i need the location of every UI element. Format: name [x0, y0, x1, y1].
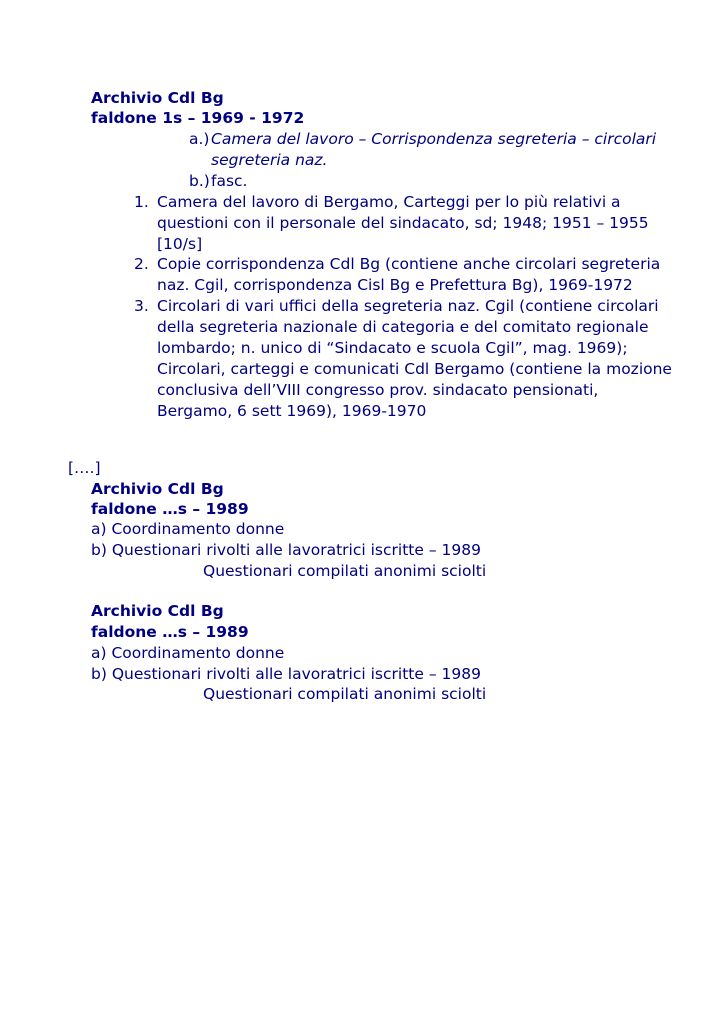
sub-item-a: a) Coordinamento donne: [91, 520, 285, 538]
list-item-line: Camera del lavoro di Bergamo, Carteggi per lo più relativi a: [157, 193, 621, 211]
list-item-line: naz. Cgil, corrispondenza Cisl Bg e Prefettura Bg), 1969-1972: [157, 276, 633, 294]
sub-item-b-text: fasc.: [211, 172, 248, 190]
sub-item-detail: Questionari compilati anonimi sciolti: [203, 685, 487, 703]
sub-item-b: b) Questionari rivolti alle lavoratrici iscritte – 1989: [91, 665, 481, 683]
archive-title: Archivio Cdl Bg: [91, 480, 224, 498]
list-item-line: Copie corrispondenza Cdl Bg (contiene anche circolari segreteria: [157, 255, 661, 273]
sub-item-b: b) Questionari rivolti alle lavoratrici iscritte – 1989: [91, 541, 481, 559]
list-item-number: 2.: [134, 255, 149, 273]
list-item-line: lombardo; n. unico di “Sindacato e scuola Cgil”, mag. 1969);: [157, 339, 628, 357]
sub-item-a-text: Camera del lavoro – Corrispondenza segreteria – circolari: [211, 130, 657, 148]
sub-item-a-marker: a.): [189, 130, 210, 148]
list-item-line: questioni con il personale del sindacato, sd; 1948; 1951 – 1955: [157, 214, 649, 232]
list-item-line: Circolari, carteggi e comunicati Cdl Bergamo (contiene la mozione: [157, 360, 672, 378]
archive-title: Archivio Cdl Bg: [91, 89, 224, 107]
list-item-line: conclusiva dell’VIII congresso prov. sindacato pensionati,: [157, 381, 599, 399]
list-item-number: 1.: [134, 193, 149, 211]
list-item-line: Circolari di vari uffici della segreteria naz. Cgil (contiene circolari: [157, 297, 659, 315]
archive-title: Archivio Cdl Bg: [91, 602, 224, 620]
folder-title: faldone 1s – 1969 - 1972: [91, 109, 305, 127]
folder-title: faldone …s – 1989: [91, 500, 249, 518]
sub-item-a-text-cont: segreteria naz.: [211, 151, 328, 169]
folder-title: faldone …s – 1989: [91, 623, 249, 641]
omission-marker: [….]: [68, 459, 101, 477]
list-item-line: [10/s]: [157, 235, 203, 253]
sub-item-a: a) Coordinamento donne: [91, 644, 285, 662]
list-item-number: 3.: [134, 297, 149, 315]
list-item-line: Bergamo, 6 sett 1969), 1969-1970: [157, 402, 427, 420]
sub-item-detail: Questionari compilati anonimi sciolti: [203, 562, 487, 580]
sub-item-b-marker: b.): [189, 172, 210, 190]
list-item-line: della segreteria nazionale di categoria e del comitato regionale: [157, 318, 649, 336]
